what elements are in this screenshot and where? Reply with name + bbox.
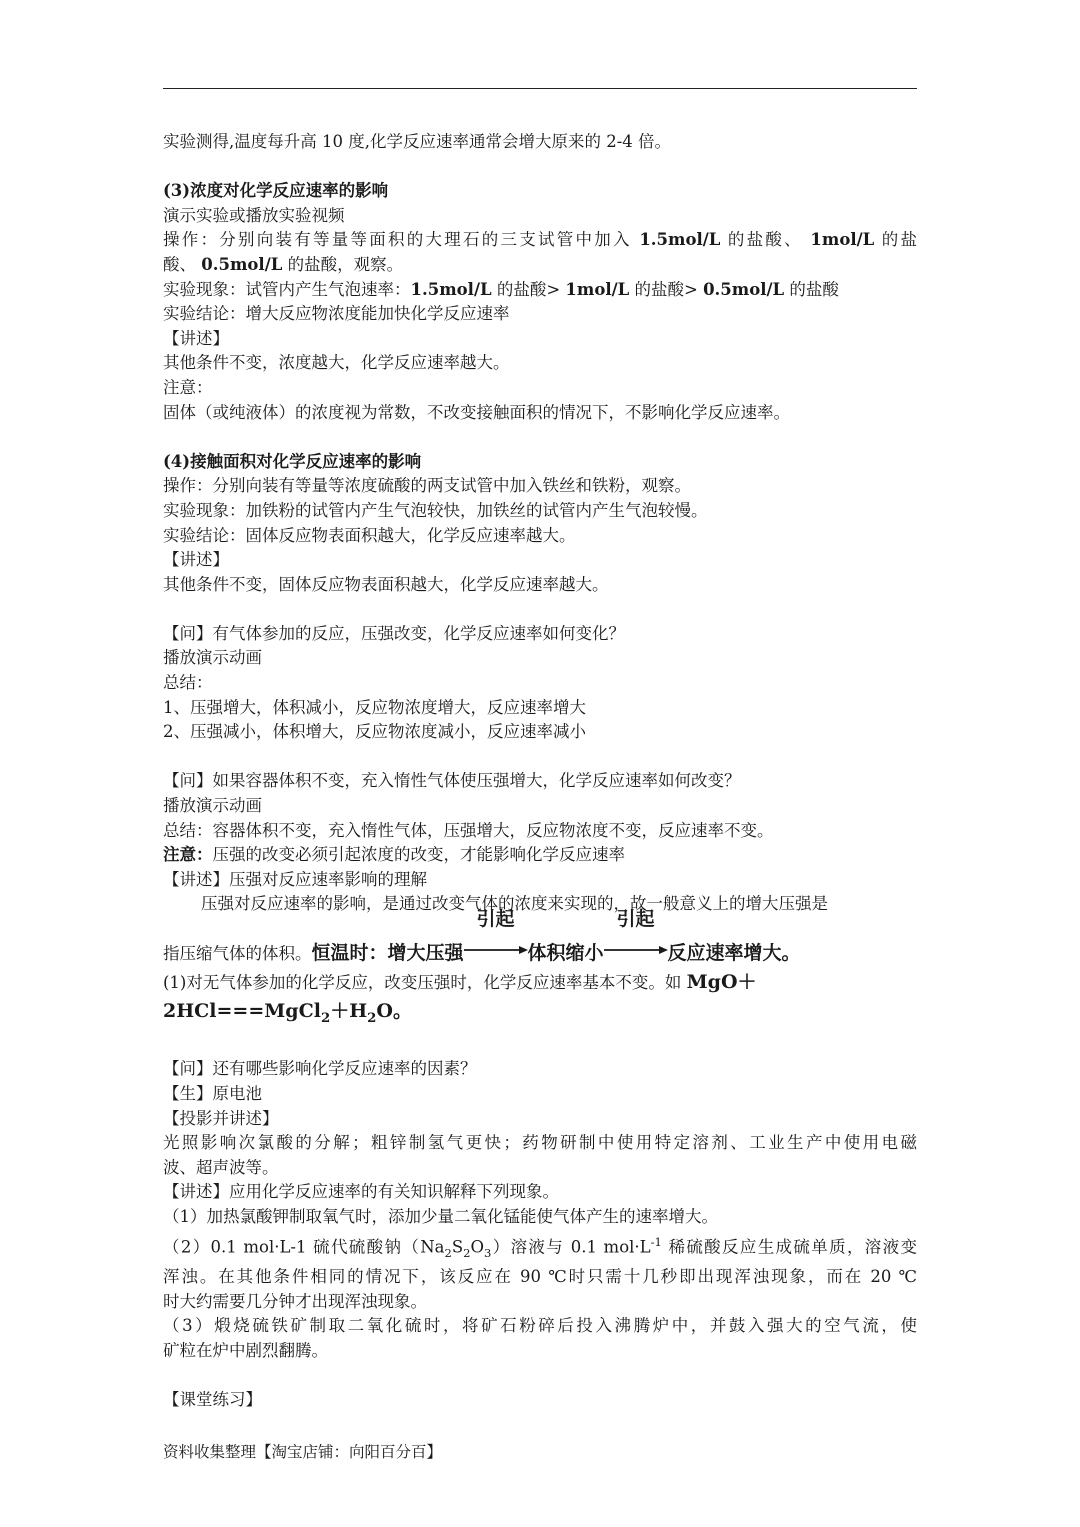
footer-source: 资料收集整理【淘宝店铺：向阳百分百】 (163, 1443, 443, 1461)
s3-note-text: 固体（或纯液体）的浓度视为常数，不改变接触面积的情况下，不影响化学反应速率。 (163, 402, 790, 422)
q2-equation: $2HCl===MgCl_2+H_2O$。 (163, 1000, 412, 1026)
q2-para-3: (1)对无气体参加的化学反应，改变压强时，化学反应速率基本不变。如 MgO＋ (163, 971, 757, 993)
q2-pressure-chain: 指压缩气体的体积。恒温时：增大压强 引起 体积缩小 引起 反应速率增大。 (163, 908, 801, 964)
q3-projection: 【投影并讲述】 (163, 1108, 279, 1128)
s4-lecture-tag: 【讲述】 (163, 550, 229, 570)
q2-lecture: 【讲述】压强对反应速率影响的理解 (163, 869, 427, 889)
arrow-2: 引起 (604, 939, 668, 959)
q1-summary-label: 总结： (163, 673, 213, 693)
document-body (163, 130, 917, 1413)
s4-conclusion: 实验结论：固体反应物表面积越大，化学反应速率越大。 (163, 525, 576, 545)
q2-question: 【问】如果容器体积不变，充入惰性气体使压强增大，化学反应速率如何改变？ (163, 771, 741, 791)
s4-lecture-text: 其他条件不变，固体反应物表面积越大，化学反应速率越大。 (163, 574, 609, 594)
q3-example-3-line1: （3）煅烧硫铁矿制取二氧化硫时，将矿石粉碎后投入沸腾炉中，并鼓入强大的空气流，使 (163, 1316, 917, 1336)
q3-example-2-line3: 时大约需要几分钟才出现浑浊现象。 (163, 1291, 427, 1311)
q2-summary: 总结：容器体积不变，充入惰性气体，压强增大，反应物浓度不变，反应速率不变。 (163, 820, 774, 840)
q3-example-2-line2: 浑浊。在其他条件相同的情况下，该反应在 90 ℃时只需十几秒即出现浑浊现象，而在 20 ℃ (163, 1266, 917, 1286)
q1-item-1: 1、压强增大，体积减小，反应物浓度增大，反应速率增大 (163, 697, 586, 717)
arrow-1: 引起 (464, 939, 528, 959)
q2-note: 注意：压强的改变必须引起浓度的改变，才能影响化学反应速率 (163, 845, 625, 865)
q3-example-1: （1）加热氯酸钾制取氧气时，添加少量二氧化锰能使气体产生的速率增大。 (163, 1206, 718, 1226)
header-rule (163, 88, 917, 89)
q2-animation: 播放演示动画 (163, 796, 262, 816)
q3-para-2: 波、超声波等。 (163, 1157, 279, 1177)
s3-lecture-text: 其他条件不变，浓度越大，化学反应速率越大。 (163, 353, 510, 373)
s3-demo: 演示实验或播放实验视频 (163, 205, 345, 225)
s3-lecture-tag: 【讲述】 (163, 328, 229, 348)
s3-phenomenon: 实验现象：试管内产生气泡速率：1.5mol/L 的盐酸> 1mol/L 的盐酸> 0.5mol/L 的盐酸 (163, 279, 839, 299)
q3-lecture: 【讲述】应用化学反应速率的有关知识解释下列现象。 (163, 1182, 559, 1202)
s3-conclusion: 实验结论：增大反应物浓度能加快化学反应速率 (163, 304, 510, 324)
q1-question: 【问】有气体参加的反应，压强改变，化学反应速率如何变化？ (163, 623, 625, 643)
s4-phenomenon: 实验现象：加铁粉的试管内产生气泡较快，加铁丝的试管内产生气泡较慢。 (163, 500, 708, 520)
q3-para-1: 光照影响次氯酸的分解；粗锌制氢气更快；药物研制中使用特定溶剂、工业生产中使用电磁 (163, 1133, 917, 1153)
s3-operation-line2: 酸、 0.5mol/L 的盐酸，观察。 (163, 254, 404, 274)
q1-item-2: 2、压强减小，体积增大，反应物浓度减小，反应速率减小 (163, 722, 586, 742)
section-4-title: (4)接触面积对化学反应速率的影响 (163, 451, 422, 471)
intro-line: 实验测得,温度每升高 10 度,化学反应速率通常会增大原来的 2-4 倍。 (163, 132, 672, 151)
q3-example-2-line1: （2）0.1 mol·L-1 硫代硫酸钠$(Na_2S_2O_3)$溶液与 0.1 $mol\cdot L^{-1}$ 稀硫酸反应生成硫单质，溶液变 (163, 1234, 917, 1260)
q3-example-3-line2: 矿粒在炉中剧烈翻腾。 (163, 1340, 328, 1360)
s3-note-label: 注意： (163, 377, 213, 397)
practice-heading: 【课堂练习】 (163, 1389, 262, 1409)
s3-operation-line1: 操作：分别向装有等量等面积的大理石的三支试管中加入 1.5mol/L 的盐酸、 1mol/L 的盐 (163, 230, 918, 250)
q3-student: 【生】原电池 (163, 1083, 262, 1103)
section-3-title: (3)浓度对化学反应速率的影响 (163, 181, 389, 201)
q3-question: 【问】还有哪些影响化学反应速率的因素？ (163, 1059, 477, 1079)
s4-operation: 操作：分别向装有等量等浓度硫酸的两支试管中加入铁丝和铁粉，观察。 (163, 476, 691, 496)
q2-para-1: 压强对反应速率的影响，是通过改变气体的浓度来实现的，故一般意义上的增大压强是 (201, 894, 828, 914)
q1-animation: 播放演示动画 (163, 648, 262, 668)
